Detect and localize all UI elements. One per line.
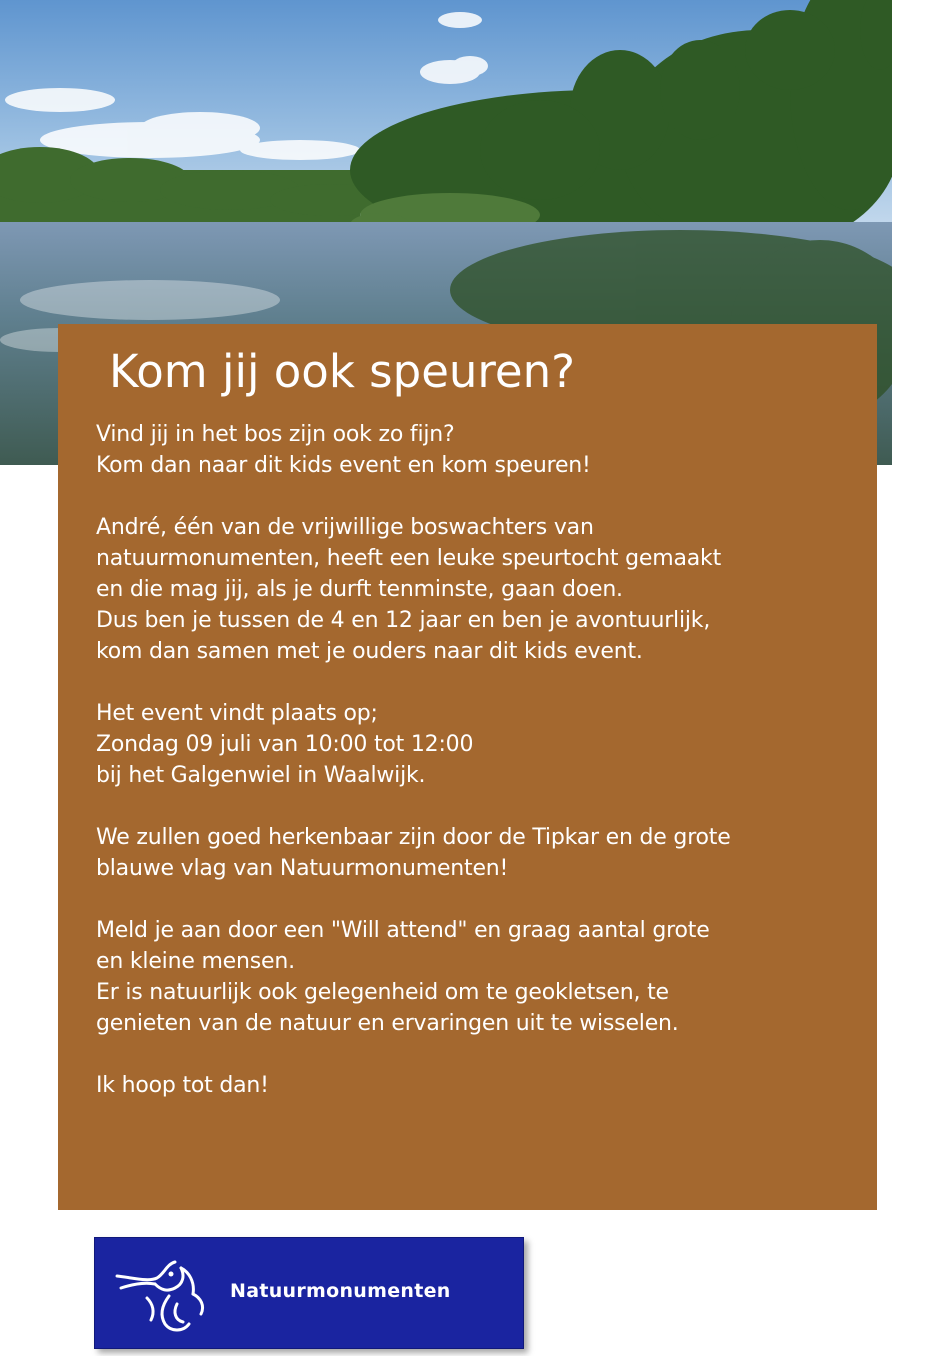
text-line: Dus ben je tussen de 4 en 12 jaar en ben je avontuurlijk, <box>96 608 711 633</box>
natuurmonumenten-bird-icon <box>109 1248 219 1338</box>
text-line: Vind jij in het bos zijn ook zo fijn? <box>96 422 455 447</box>
text-line: Er is natuurlijk ook gelegenheid om te geokletsen, te <box>96 980 669 1005</box>
event-date-time: Zondag 09 juli van 10:00 tot 12:00 <box>96 732 474 757</box>
event-location: bij het Galgenwiel in Waalwijk. <box>96 763 426 788</box>
text-line: natuurmonumenten, heeft een leuke speurtocht gemaakt <box>96 546 722 571</box>
paragraph-signup <box>96 915 856 1039</box>
paragraph-intro <box>96 419 856 481</box>
text-line: genieten van de natuur en ervaringen uit te wisselen. <box>96 1011 679 1036</box>
text-line: blauwe vlag van Natuurmonumenten! <box>96 856 509 881</box>
event-card <box>58 324 877 1210</box>
text-line: en kleine mensen. <box>96 949 295 974</box>
text-line: André, één van de vrijwillige boswachters van <box>96 515 594 540</box>
natuurmonumenten-logo <box>94 1237 524 1349</box>
paragraph-when-where <box>96 698 856 791</box>
text-line: Ik hoop tot dan! <box>96 1073 269 1098</box>
text-line: kom dan samen met je ouders naar dit kids event. <box>96 639 643 664</box>
text-line: en die mag jij, als je durft tenminste, gaan doen. <box>96 577 623 602</box>
paragraph-closing <box>96 1070 856 1101</box>
logo-wordmark: Natuurmonumenten <box>230 1280 451 1302</box>
text-line: Het event vindt plaats op; <box>96 701 378 726</box>
paragraph-recognition <box>96 822 856 884</box>
event-body <box>96 419 856 1132</box>
event-heading: Kom jij ook speuren? <box>109 345 575 398</box>
text-line: Kom dan naar dit kids event en kom speuren! <box>96 453 591 478</box>
text-line: Meld je aan door een "Will attend" en graag aantal grote <box>96 918 710 943</box>
paragraph-organizer <box>96 512 856 667</box>
text-line: We zullen goed herkenbaar zijn door de Tipkar en de grote <box>96 825 731 850</box>
